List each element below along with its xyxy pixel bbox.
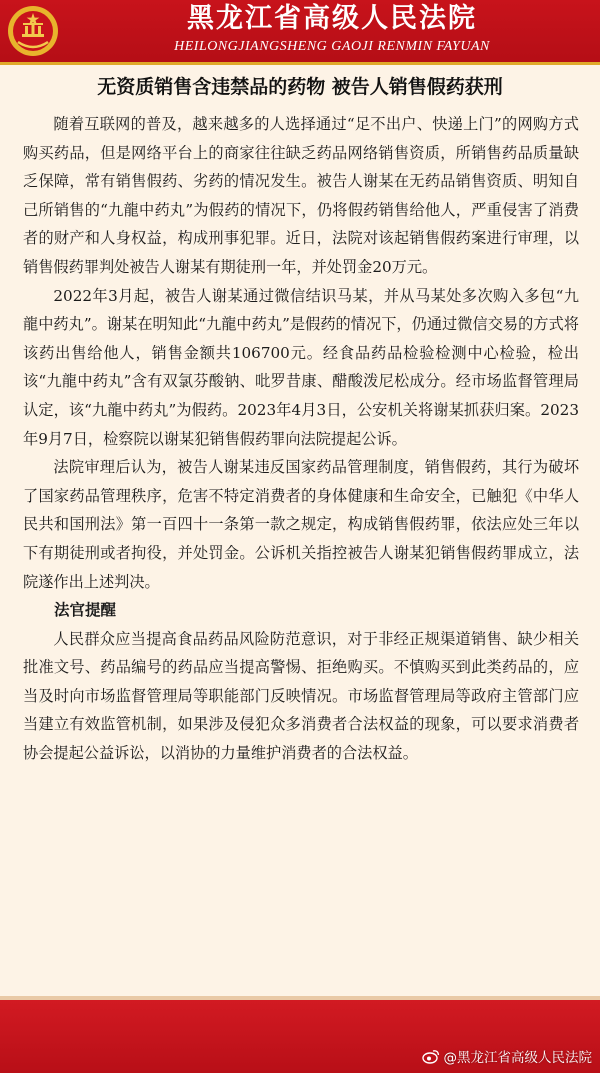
weibo-icon — [422, 1049, 440, 1064]
court-name-pinyin: HEILONGJIANGSHENG GAOJI RENMIN FAYUAN — [174, 39, 490, 54]
paragraph-facts: 2022年3月起，被告人谢某通过微信结识马某，并从马某处多次购入多包“九龍中药丸”。谢某在明知此“九龍中药丸”是假药的情况下，仍通过微信交易的方式将该药出售给他人，销售金额共106700元。经食品药品检验检测中心检验，检出该“九龍中药丸”含有双氯芬酸钠、吡罗昔康、醋酸泼尼松成分。经市场监督管理局认定，该“九龍中药丸”为假药。2023年4月3日，公安机关将谢某抓获归案。2023年9月7日，检察院以谢某犯销售假药罪向法院提起公诉。 — [23, 286, 579, 448]
header-gold-line — [0, 62, 600, 65]
paragraph-reminder: 人民群众应当提高食品药品风险防范意识，对于非经正规渠道销售、缺少相关批准文号、药品编号的药品应当提高警惕、拒绝购买。不慎购买到此类药品的，应当及时向市场监督管理局等职能部门反映情况。市场监督管理局等政府主管部门应当建立有效监管机制，如果涉及侵犯众多消费者合法权益的现象，可以要求消费者协会提起公益诉讼，以消协的力量维护消费者的合法权益。 — [23, 629, 579, 763]
paragraph-intro: 随着互联网的普及，越来越多的人选择通过“足不出户、快递上门”的网购方式购买药品，但是网络平台上的商家往往缺乏药品网络销售资质，所销售药品质量缺乏保障，常有销售假药、劣药的情况发生。被告人谢某在无药品销售资质、明知自己所销售的“九龍中药丸”为假药的情况下，仍将假药销售给他人，严重侵害了消费者的财产和人身权益，构成刑事犯罪。近日，法院对该起销售假药案进行审理，以销售假药罪判处被告人谢某有期徒刑一年，并处罚金20万元。 — [23, 115, 579, 276]
section-heading-judge-reminder: 法官提醒 — [54, 600, 117, 620]
header-banner — [0, 0, 600, 62]
watermark-text: @黑龙江省高级人民法院 — [443, 1050, 592, 1066]
footer-banner — [0, 1000, 600, 1073]
court-name: 黑龙江省高级人民法院 — [187, 3, 477, 34]
article-title: 无资质销售含违禁品的药物 被告人销售假药获刑 — [97, 76, 503, 98]
weibo-watermark — [422, 1046, 593, 1066]
court-emblem-icon — [6, 4, 60, 58]
paragraph-judgment: 法院审理后认为，被告人谢某违反国家药品管理制度，销售假药，其行为破坏了国家药品管理秩序，危害不特定消费者的身体健康和生命安全，已触犯《中华人民共和国刑法》第一百四十一条第一款之规定，构成销售假药罪，依法应处三年以下有期徒刑或者拘役，并处罚金。公诉机关指控被告人谢某犯销售假药罪成立，法院遂作出上述判决。 — [23, 458, 579, 591]
article-body — [23, 110, 579, 768]
